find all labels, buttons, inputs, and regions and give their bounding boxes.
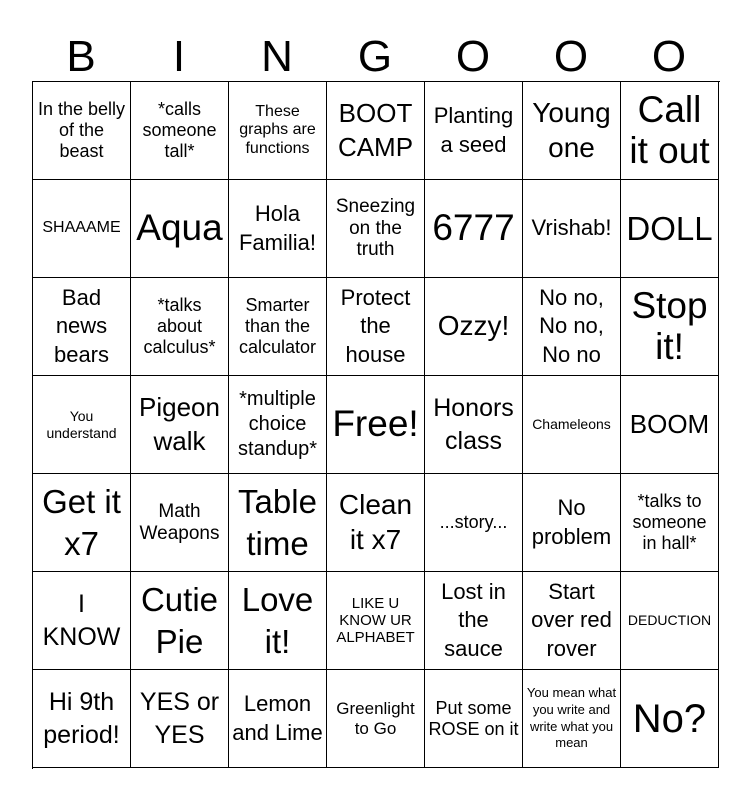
bingo-cell[interactable] [425, 376, 523, 474]
cell-text: These graphs are functions [239, 102, 316, 157]
header-letter: I [172, 32, 186, 81]
bingo-cell[interactable] [523, 670, 621, 768]
cell-text: *multiple choice standup* [238, 388, 317, 460]
bingo-cell[interactable] [229, 572, 327, 670]
bingo-cell[interactable] [327, 474, 425, 572]
bingo-cell[interactable] [621, 572, 719, 670]
bingo-grid [32, 81, 720, 769]
cell-text: Love it! [241, 581, 314, 660]
cell-text: Put some ROSE on it [428, 697, 519, 739]
bingo-header [32, 34, 720, 80]
bingo-cell[interactable] [229, 82, 327, 180]
cell-text: No problem [531, 494, 612, 549]
cell-text: Hi 9th period! [43, 688, 120, 749]
bingo-cell[interactable] [621, 180, 719, 278]
bingo-cell[interactable] [33, 670, 131, 768]
cell-text: DOLL [626, 209, 713, 247]
cell-text: Lemon and Lime [232, 690, 323, 745]
bingo-cell[interactable] [327, 82, 425, 180]
cell-text: Clean it x7 [338, 489, 413, 555]
cell-text: SHAAAME [42, 219, 121, 237]
cell-text: *talks to someone in hall* [632, 491, 707, 553]
bingo-cell[interactable] [621, 670, 719, 768]
cell-text: Protect the house [340, 284, 411, 367]
cell-text: I KNOW [42, 590, 121, 651]
cell-text: In the belly of the beast [37, 99, 126, 161]
bingo-cell[interactable] [425, 180, 523, 278]
cell-text: ...story... [439, 512, 508, 533]
bingo-cell[interactable] [621, 376, 719, 474]
bingo-cell[interactable] [523, 180, 621, 278]
bingo-cell[interactable] [229, 180, 327, 278]
cell-text: Smarter than the calculator [238, 295, 317, 357]
cell-text: Start over red rover [531, 578, 612, 661]
bingo-cell[interactable] [425, 572, 523, 670]
bingo-cell[interactable] [327, 278, 425, 376]
bingo-cell[interactable] [33, 278, 131, 376]
cell-text: Stop it! [631, 284, 708, 367]
cell-text: Free! [332, 403, 419, 445]
header-letter: O [553, 32, 589, 81]
bingo-cell[interactable] [327, 572, 425, 670]
cell-text: Aqua [136, 207, 223, 249]
cell-text: Bad news bears [53, 284, 110, 367]
bingo-cell[interactable] [131, 82, 229, 180]
bingo-cell[interactable] [425, 474, 523, 572]
cell-text: *calls someone tall* [142, 99, 217, 161]
cell-text: Chameleons [532, 416, 611, 433]
cell-text: No? [632, 696, 707, 741]
bingo-cell[interactable] [131, 474, 229, 572]
header-letter: O [651, 32, 687, 81]
cell-text: Cutie Pie [140, 581, 219, 660]
bingo-cell[interactable] [523, 278, 621, 376]
cell-text: LIKE U KNOW UR ALPHABET [336, 594, 415, 647]
bingo-cell[interactable] [33, 474, 131, 572]
bingo-cell[interactable] [621, 82, 719, 180]
header-letter: O [455, 32, 491, 81]
cell-text: Young one [532, 97, 611, 163]
bingo-cell[interactable] [131, 376, 229, 474]
cell-text: Math Weapons [139, 500, 220, 544]
cell-text: Get it x7 [42, 483, 121, 562]
bingo-cell[interactable] [131, 572, 229, 670]
bingo-cell[interactable] [523, 376, 621, 474]
cell-text: Greenlight to Go [336, 698, 415, 738]
bingo-cell[interactable] [33, 376, 131, 474]
bingo-cell[interactable] [229, 670, 327, 768]
bingo-cell[interactable] [33, 82, 131, 180]
bingo-cell[interactable] [327, 180, 425, 278]
cell-text: BOOM [629, 408, 710, 439]
cell-text: Planting a seed [433, 102, 514, 157]
cell-text: Honors class [433, 394, 514, 455]
bingo-cell[interactable] [229, 376, 327, 474]
cell-text: No no, No no, No no [539, 284, 604, 367]
cell-text: YES or YES [139, 688, 220, 749]
bingo-cell[interactable] [229, 278, 327, 376]
bingo-cell[interactable] [327, 376, 425, 474]
bingo-cell[interactable] [131, 278, 229, 376]
bingo-cell[interactable] [131, 180, 229, 278]
cell-text: Call it out [629, 88, 710, 171]
bingo-cell[interactable] [425, 82, 523, 180]
bingo-cell[interactable] [621, 278, 719, 376]
cell-text: Table time [238, 483, 317, 562]
cell-text: Sneezing on the truth [335, 195, 416, 261]
cell-text: *talks about calculus* [143, 295, 216, 357]
cell-text: You mean what you write and write what you mean [526, 684, 617, 751]
cell-text: Vrishab! [531, 215, 612, 241]
bingo-cell[interactable] [131, 670, 229, 768]
cell-text: Lost in the sauce [441, 578, 506, 661]
bingo-cell[interactable] [523, 572, 621, 670]
bingo-cell[interactable] [621, 474, 719, 572]
header-letter: B [66, 32, 96, 81]
bingo-cell[interactable] [523, 474, 621, 572]
header-letter: N [261, 32, 293, 81]
cell-text: 6777 [432, 207, 515, 249]
cell-text: Hola Familia! [238, 200, 316, 255]
cell-text: Ozzy! [437, 310, 510, 342]
bingo-cell[interactable] [229, 474, 327, 572]
cell-text: You understand [46, 408, 117, 441]
header-letter: G [357, 32, 393, 81]
bingo-cell[interactable] [33, 180, 131, 278]
bingo-cell[interactable] [425, 278, 523, 376]
bingo-cell[interactable] [425, 670, 523, 768]
cell-text: Pigeon walk [139, 391, 220, 456]
cell-text: BOOT CAMP [337, 97, 414, 162]
cell-text: DEDUCTION [627, 612, 712, 629]
bingo-cell[interactable] [327, 670, 425, 768]
bingo-cell[interactable] [33, 572, 131, 670]
bingo-cell[interactable] [523, 82, 621, 180]
